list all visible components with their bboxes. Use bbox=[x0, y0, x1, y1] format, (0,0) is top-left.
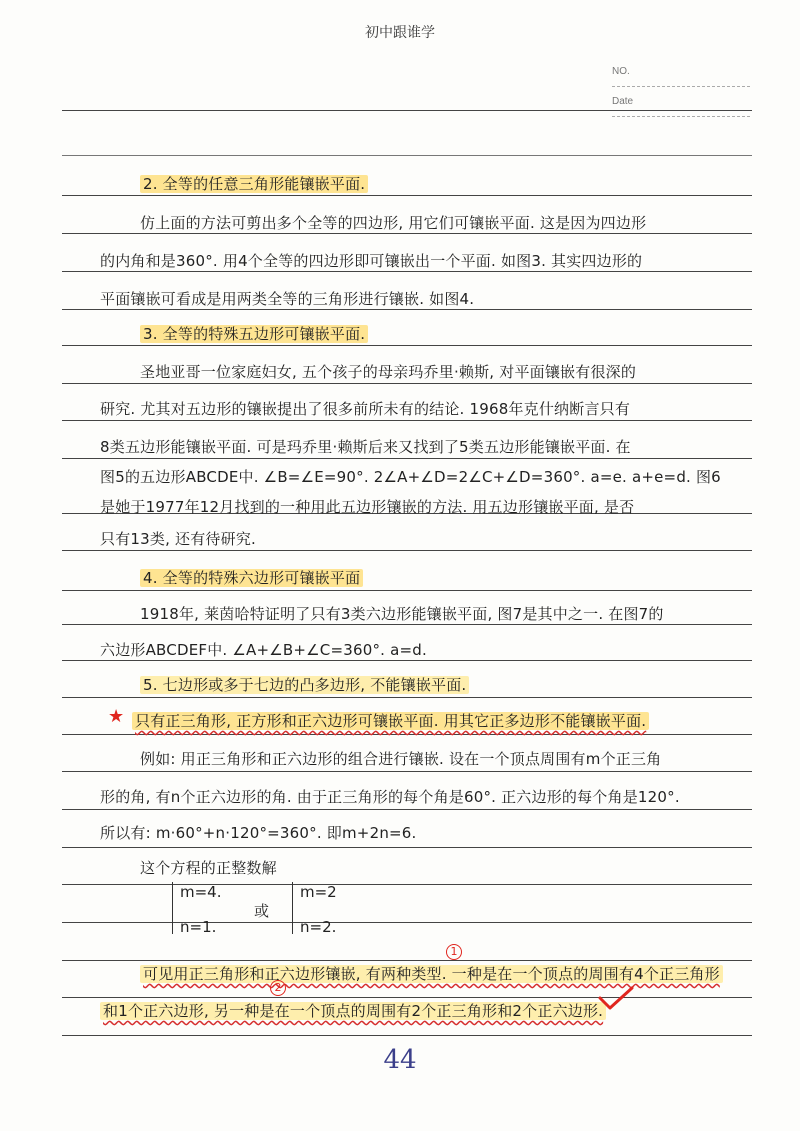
key-note-line bbox=[132, 710, 772, 731]
date-line bbox=[612, 116, 750, 117]
text-line: 例如: 用正三角形和正六边形的组合进行镶嵌. 设在一个顶点周围有m个正三角 bbox=[140, 750, 662, 768]
ruled-line bbox=[62, 624, 752, 625]
star-icon: ★ bbox=[108, 706, 125, 727]
section-4-title-text: 4. 全等的特殊六边形可镶嵌平面 bbox=[140, 569, 363, 587]
text-line: 的内角和是360°. 用4个全等的四边形即可镶嵌出一个平面. 如图3. 其实四边形的 bbox=[100, 252, 643, 270]
page-header-title: 初中跟谁学 bbox=[365, 25, 435, 41]
ruled-line bbox=[62, 660, 752, 661]
ruled-line bbox=[62, 195, 752, 196]
text-line: 图5的五边形ABCDE中. ∠B=∠E=90°. 2∠A+∠D=2∠C+∠D=360°. a=e. a+e=d. 图6 bbox=[100, 468, 721, 486]
section-3-heading bbox=[140, 323, 780, 344]
solution-2-m: m=2 bbox=[300, 883, 337, 901]
solution-1-m: m=4. bbox=[180, 883, 222, 901]
text-line: 是她于1977年12月找到的一种用此五边形镶嵌的方法. 用五边形镶嵌平面, 是否 bbox=[100, 498, 635, 516]
text-line: 仿上面的方法可剪出多个全等的四边形, 用它们可镶嵌平面. 这是因为四边形 bbox=[140, 214, 647, 232]
solution-brace bbox=[172, 882, 173, 934]
text-line: 这个方程的正整数解 bbox=[140, 859, 277, 877]
solution-2-n: n=2. bbox=[300, 918, 337, 936]
ruled-line bbox=[62, 458, 752, 459]
or-word: 或 bbox=[254, 902, 270, 920]
text-line: 形的角, 有n个正六边形的角. 由于正三角形的每个角是60°. 正六边形的每个角是120°. bbox=[100, 788, 680, 806]
text-line: 六边形ABCDEF中. ∠A+∠B+∠C=360°. a=d. bbox=[100, 641, 427, 659]
text-line: 8类五边形能镶嵌平面. 可是玛乔里·赖斯后来又找到了5类五边形能镶嵌平面. 在 bbox=[100, 438, 631, 456]
text-line: 平面镶嵌可看成是用两类全等的三角形进行镶嵌. 如图4. bbox=[100, 290, 475, 308]
ruled-line bbox=[62, 960, 752, 961]
ruled-line bbox=[62, 922, 752, 923]
text-line: 所以有: m·60°+n·120°=360°. 即m+2n=6. bbox=[100, 824, 417, 842]
section-2-title-text: 2. 全等的任意三角形能镶嵌平面. bbox=[140, 175, 368, 193]
ruled-line bbox=[62, 847, 752, 848]
section-3-title-text: 3. 全等的特殊五边形可镶嵌平面. bbox=[140, 325, 368, 343]
section-5-heading bbox=[140, 674, 780, 695]
page-number: 44 bbox=[383, 1045, 417, 1075]
section-2-heading bbox=[140, 173, 780, 194]
ruled-line bbox=[62, 734, 752, 735]
key-note-text: 只有正三角形, 正方形和正六边形可镶嵌平面. 用其它正多边形不能镶嵌平面. bbox=[132, 712, 649, 730]
ruled-line bbox=[62, 697, 752, 698]
ruled-line bbox=[62, 1035, 752, 1036]
text-line: 研究. 尤其对五边形的镶嵌提出了很多前所未有的结论. 1968年克什纳断言只有 bbox=[100, 400, 631, 418]
ruled-line bbox=[62, 271, 752, 272]
ruled-line bbox=[62, 884, 752, 885]
section-4-heading bbox=[140, 567, 780, 588]
conclusion-text-1: 可见用正三角形和正六边形镶嵌, 有两种类型. 一种是在一个顶点的周围有4个正三角形 bbox=[140, 965, 723, 983]
ruled-line bbox=[62, 345, 752, 346]
date-label: Date bbox=[612, 96, 634, 107]
text-line: 只有13类, 还有待研究. bbox=[100, 530, 256, 548]
text-line: 圣地亚哥一位家庭妇女, 五个孩子的母亲玛乔里·赖斯, 对平面镶嵌有很深的 bbox=[140, 363, 637, 381]
ruled-line bbox=[62, 590, 752, 591]
ruled-line bbox=[62, 233, 752, 234]
conclusion-line-1 bbox=[140, 963, 780, 984]
ruled-line bbox=[62, 550, 752, 551]
circled-number-1: 1 bbox=[446, 944, 462, 960]
no-label: NO. bbox=[612, 66, 630, 77]
no-line bbox=[612, 86, 750, 87]
ruled-line bbox=[62, 997, 752, 998]
ruled-line bbox=[62, 420, 752, 421]
circled-number-2: 2 bbox=[270, 980, 286, 996]
solution-1-n: n=1. bbox=[180, 918, 217, 936]
ruled-line bbox=[62, 309, 752, 310]
ruled-line bbox=[62, 809, 752, 810]
ruled-line bbox=[62, 771, 752, 772]
ruled-line bbox=[62, 383, 752, 384]
text-line: 1918年, 莱茵哈特证明了只有3类六边形能镶嵌平面, 图7是其中之一. 在图7的 bbox=[140, 605, 664, 623]
ruled-line bbox=[62, 155, 752, 156]
ruled-line bbox=[62, 110, 752, 111]
conclusion-line-2 bbox=[100, 1000, 740, 1021]
section-5-title-text: 5. 七边形或多于七边的凸多边形, 不能镶嵌平面. bbox=[140, 676, 469, 694]
solution-brace bbox=[292, 882, 293, 934]
checkmark-icon bbox=[598, 986, 634, 1012]
conclusion-text-2: 和1个正六边形, 另一种是在一个顶点的周围有2个正三角形和2个正六边形. bbox=[100, 1002, 606, 1020]
